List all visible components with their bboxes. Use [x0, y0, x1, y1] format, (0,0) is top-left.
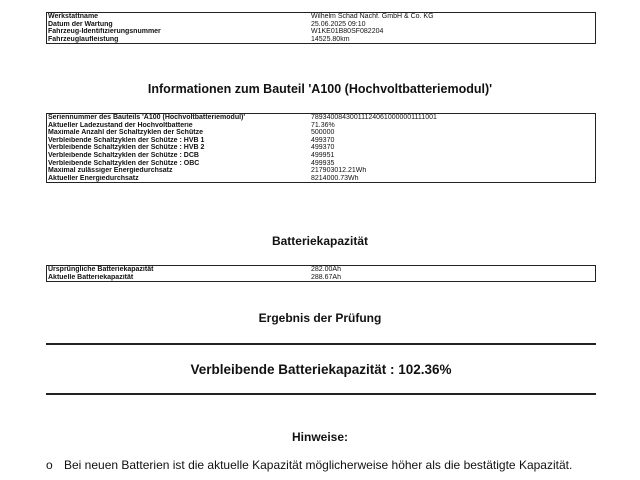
row-label: Aktueller Ladezustand der Hochvoltbatterie	[48, 121, 193, 129]
row-value: 500000	[311, 129, 335, 137]
row-label: Maximal zulässiger Energiedurchsatz	[48, 167, 173, 175]
row-value: 8214000.73Wh	[311, 174, 359, 182]
battery-capacity-heading: Batteriekapazität	[271, 234, 369, 248]
workshop-info-table	[46, 12, 596, 44]
row-value: 499951	[311, 151, 335, 159]
component-info-table	[46, 113, 596, 183]
row-value: 217903012.21Wh	[311, 167, 367, 175]
row-label: Maximale Anzahl der Schaltzyklen der Schütze	[48, 129, 203, 137]
workshop-info-row	[47, 21, 596, 29]
component-info-row	[47, 114, 596, 122]
battery-capacity-row	[47, 266, 596, 274]
row-label: Fahrzeuglaufleistung	[48, 35, 119, 43]
row-value: 71.36%	[311, 121, 335, 129]
component-info-row	[47, 122, 596, 130]
component-info-row	[47, 160, 596, 168]
row-value: Wilhelm Schad Nachf. GmbH & Co. KG	[311, 13, 434, 20]
notes-list	[46, 458, 606, 472]
result-box	[46, 343, 596, 395]
row-value: 14525.80km	[311, 35, 350, 43]
row-label: Verbleibende Schaltzyklen der Schütze : OBC	[48, 159, 200, 167]
workshop-info-row	[47, 28, 596, 36]
row-value: W1KE01B80SF082204	[311, 28, 384, 36]
row-value: 499935	[311, 159, 335, 167]
row-label: Verbleibende Schaltzyklen der Schütze : DCB	[48, 151, 199, 159]
row-label: Verbleibende Schaltzyklen der Schütze : HVB 1	[48, 136, 205, 144]
note-text: Bei neuen Batterien ist die aktuelle Kapazität möglicherweise höher als die bestätigte Kapazität.	[64, 458, 573, 472]
row-value: 499370	[311, 136, 335, 144]
bullet-icon: o	[46, 458, 53, 472]
remaining-capacity-result: Verbleibende Batteriekapazität : 102.36%	[190, 361, 452, 377]
row-label: Verbleibende Schaltzyklen der Schütze : HVB 2	[48, 144, 205, 152]
note-item	[46, 458, 606, 472]
row-label: Datum der Wartung	[48, 20, 113, 28]
battery-capacity-table	[46, 265, 596, 282]
row-label: Werkstattname	[48, 13, 99, 20]
component-info-row	[47, 175, 596, 183]
component-info-row	[47, 152, 596, 160]
component-info-heading: Informationen zum Bauteil 'A100 (Hochvoltbatteriemodul)'	[147, 82, 493, 96]
row-label: Aktuelle Batteriekapazität	[48, 273, 134, 281]
row-label: Aktueller Energiedurchsatz	[48, 174, 139, 182]
notes-heading: Hinweise:	[291, 430, 348, 444]
row-value: 282.00Ah	[311, 266, 341, 273]
row-label: Ursprüngliche Batteriekapazität	[48, 266, 154, 273]
row-label: Seriennummer des Bauteils 'A100 (Hochvoltbatteriemodul)'	[48, 114, 246, 121]
workshop-info-row	[47, 36, 596, 44]
row-value: 789340084300111240610000001111001	[311, 114, 437, 121]
row-value: 288.67Ah	[311, 273, 341, 281]
component-info-row	[47, 144, 596, 152]
component-info-row	[47, 129, 596, 137]
row-label: Fahrzeug-Identifizierungsnummer	[48, 28, 161, 36]
row-value: 25.06.2025 09:10	[311, 20, 366, 28]
test-result-heading: Ergebnis der Prüfung	[258, 311, 382, 325]
workshop-info-row	[47, 13, 596, 21]
row-value: 499370	[311, 144, 335, 152]
component-info-row	[47, 167, 596, 175]
component-info-row	[47, 137, 596, 145]
battery-capacity-row	[47, 274, 596, 282]
